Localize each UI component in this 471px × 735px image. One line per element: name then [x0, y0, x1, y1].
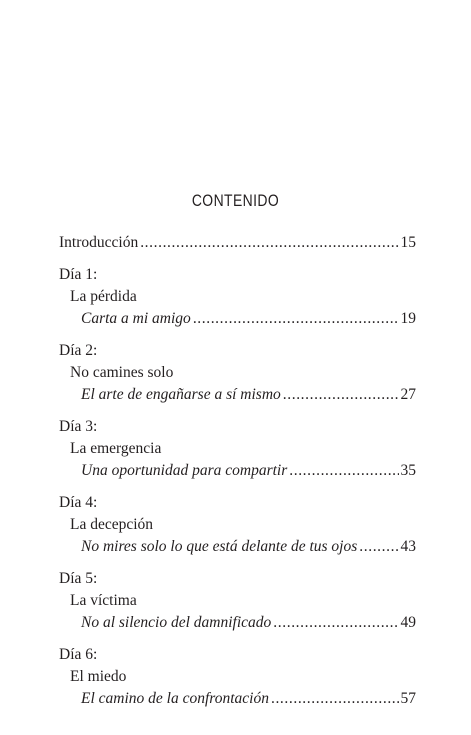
day-label: Día 3:	[59, 418, 98, 435]
day-label: Día 2:	[59, 342, 98, 359]
toc-page-number: 57	[400, 690, 416, 707]
toc-entry-label: Una oportunidad para compartir	[81, 462, 288, 479]
day-topic: La emergencia	[70, 440, 162, 457]
toc-day-3	[59, 416, 416, 482]
toc-day-6	[59, 644, 416, 710]
toc-page-number: 19	[400, 310, 416, 327]
day-label: Día 4:	[59, 494, 98, 511]
toc-entry-label: Introducción	[59, 234, 139, 251]
toc-page-number: 35	[400, 462, 416, 479]
toc-entry-label: El arte de engañarse a sí mismo	[81, 386, 281, 403]
toc-day-2	[59, 340, 416, 406]
dot-leader	[283, 384, 399, 406]
day-topic: La pérdida	[70, 288, 137, 305]
toc-entry-subtitle	[59, 536, 416, 558]
toc-entry-subtitle	[59, 612, 416, 634]
dot-leader	[289, 460, 398, 482]
day-label: Día 6:	[59, 646, 98, 663]
table-of-contents	[59, 232, 416, 710]
day-topic: La decepción	[70, 516, 154, 533]
toc-entry-subtitle	[59, 308, 416, 330]
toc-entry-subtitle	[59, 384, 416, 406]
day-topic: El miedo	[70, 668, 127, 685]
toc-day-1	[59, 264, 416, 330]
toc-entry-label: No al silencio del damnificado	[81, 614, 272, 631]
dot-leader	[359, 536, 398, 558]
toc-page-number: 43	[400, 538, 416, 555]
toc-entry-subtitle	[59, 460, 416, 482]
toc-day-4	[59, 492, 416, 558]
page-title: CONTENIDO	[191, 191, 280, 210]
toc-page-number: 27	[400, 386, 416, 403]
toc-entry-label: El camino de la confrontación	[81, 690, 269, 707]
day-topic: La víctima	[70, 592, 137, 609]
day-label: Día 5:	[59, 570, 98, 587]
toc-page-number: 49	[400, 614, 416, 631]
dot-leader	[271, 688, 399, 710]
dot-leader	[140, 232, 398, 254]
toc-page-number: 15	[400, 234, 416, 251]
toc-entry-label: Carta a mi amigo	[81, 310, 191, 327]
toc-entry-introduction	[59, 232, 416, 254]
dot-leader	[193, 308, 399, 330]
dot-leader	[273, 612, 398, 634]
day-label: Día 1:	[59, 266, 98, 283]
toc-entry-subtitle	[59, 688, 416, 710]
toc-entry-label: No mires solo lo que está delante de tus ojos	[81, 538, 358, 555]
toc-day-5	[59, 568, 416, 634]
day-topic: No camines solo	[70, 364, 174, 381]
